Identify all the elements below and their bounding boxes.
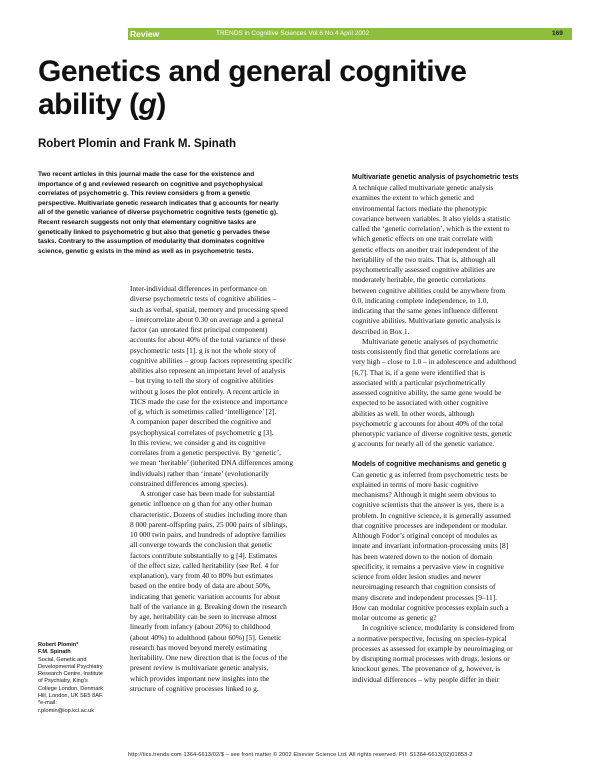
- text-line: of the effect size, called heritability (see Ref. 4 for: [130, 560, 279, 570]
- text-line: processes as assessed for example by neuroimaging or: [352, 643, 513, 653]
- text-line: research has moved beyond merely estimating: [130, 642, 267, 652]
- text-line: covariance between variables. It also yields a statistic: [352, 213, 511, 223]
- text-line: correlates from a genetic perspective. By ‘genetic’,: [130, 448, 282, 457]
- affiliation-name-2: F.M. Spinath: [38, 649, 71, 656]
- text-line: g accounts for nearly all of the genetic variance.: [352, 439, 495, 449]
- text-line: In cognitive science, modularity is considered from: [362, 623, 515, 633]
- text-line: specificity, it remains a pervasive view in cognitive: [352, 561, 504, 571]
- text-line: 10 000 twin pairs, and hundreds of adoptive families: [130, 530, 286, 539]
- abstract-line: science, genetic g exists in the mind as well as in psychometric tests.: [38, 247, 254, 255]
- affiliation-line: Social, Genetic and: [38, 656, 87, 663]
- title-g: g: [138, 88, 157, 121]
- text-line: How can modular cognitive processes explain such a: [352, 602, 509, 612]
- paragraph: [130, 489, 340, 694]
- text-line: indicating that genetic variation accounts for about: [130, 591, 281, 601]
- affiliation-line: of Psychiatry, King’s: [38, 678, 88, 685]
- footer: http://tics.trends.com 1364-6613/02/$ – see front matter © 2002 Elsevier Science Ltd. All rights reserved. PII: S1364-6613(02)01853-2: [128, 752, 473, 758]
- text-line: environmental factors mediate the phenotypic: [352, 203, 488, 213]
- text-line: problem. In cognitive science, it is generally assumed: [352, 510, 511, 520]
- abstract-line: all of the genetic variance of diverse psychometric cognitive tests (genetic g).: [38, 209, 278, 217]
- text-line: based on the entire body of data are about 50%,: [130, 581, 271, 591]
- text-line: – intercorrelate about 0.30 on average and a general: [130, 314, 284, 324]
- text-line: by disrupting normal processes with drugs, lesions or: [352, 654, 510, 663]
- abstract-line: correlates of psychometric g. This review considers g from a genetic: [38, 190, 251, 198]
- text-line: cognitive abilities – group factors representing specific: [130, 355, 293, 365]
- text-line: molar outcome as genetic g?: [352, 613, 437, 622]
- text-line: psychometric tests [1]. g is not the whole story of: [130, 345, 277, 355]
- affiliation-line: Research Centre, Institute: [38, 671, 103, 678]
- text-line: explanation), vary from 40 to 80% but estimates: [130, 571, 273, 580]
- text-line: tests consistently find that genetic correlations are: [352, 347, 500, 356]
- section-heading: Multivariate genetic analysis of psychometric tests: [352, 174, 519, 181]
- affiliation-name-1: Robert Plomin*: [38, 642, 79, 648]
- text-line: described in Box 1.: [352, 326, 410, 336]
- text-line: which provides important new insights into the: [130, 673, 270, 683]
- text-line: between cognitive abilities could be anywhere from: [352, 285, 506, 295]
- text-line: mechanisms? Although it might seem obvious to: [352, 490, 497, 499]
- text-line: very high – close to 1.0 – in adolescence and adulthood: [352, 357, 516, 367]
- title-line-1: Genetics and general cognitive: [38, 55, 467, 88]
- page-number: 169: [552, 30, 563, 37]
- article-title: [38, 55, 558, 121]
- text-line: without g loses the plot entirely. A recent article in: [130, 386, 279, 396]
- text-line: a normative perspective, focusing on species-typical: [352, 633, 507, 643]
- paragraph: [352, 623, 564, 685]
- section-heading: Models of cognitive mechanisms and genetic g: [352, 460, 507, 468]
- text-line: associated with a particular psychometrically: [352, 377, 486, 387]
- text-line: genetic effects on another trait independent of the: [352, 244, 499, 254]
- text-line: half of the variance in g. Breaking down the research: [130, 601, 287, 611]
- text-line: In this review, we consider g and its cognitive: [130, 437, 266, 447]
- text-line: abilities also represent an important level of analysis: [130, 366, 286, 375]
- text-line: psychometric g accounts for about 40% of the total: [352, 418, 504, 428]
- text-line: cognitive abilities. Multivariate genetic analysis is: [352, 316, 501, 326]
- text-line: Inter-individual differences in performance on: [130, 284, 267, 293]
- text-line: 0.0, indicating complete independence, to 1.0,: [352, 295, 489, 305]
- text-line: cognitive scientists that the answer is yes, there is a: [352, 500, 504, 510]
- text-line: science from older lesion studies and newer: [352, 572, 482, 581]
- text-line: abilities as well. In other words, although: [352, 408, 475, 418]
- text-line: structure of cognitive processes linked to g.: [130, 683, 259, 693]
- text-line: neuroimaging research that cognition consists of: [352, 582, 496, 592]
- text-line: moderately heritable, the genetic correlations: [352, 275, 486, 285]
- affiliation-address: [38, 657, 126, 715]
- affiliation-line: Hill, London, UK SE5 8AF.: [38, 693, 104, 700]
- text-line: 8 000 parent-offspring pairs, 25 000 pairs of siblings,: [130, 519, 288, 529]
- text-line: has been watered down to the notion of domain: [352, 551, 493, 561]
- text-line: by age, heritability can be seen to increase almost: [130, 612, 277, 621]
- text-line: diverse psychometric tests of cognitive abilities –: [130, 294, 277, 304]
- text-line: knockout genes. The provenance of g, however, is: [352, 664, 501, 674]
- text-line: indicating that the same genes influence different: [352, 306, 498, 315]
- text-line: innate and invariant information-processing units [8]: [352, 541, 509, 551]
- text-line: Can genetic g as inferred from psychometric tests be: [352, 469, 508, 479]
- paragraph: [352, 470, 564, 624]
- text-line: heritability. One new direction that is the focus of the: [130, 653, 288, 662]
- text-line: A stronger case has been made for substantial: [140, 489, 275, 498]
- affiliation-line: Developmental Psychiatry: [38, 663, 103, 670]
- title-prefix: ability (: [38, 88, 139, 121]
- affiliation-line: r.plomin@iop.kcl.ac.uk: [38, 707, 95, 714]
- text-line: constrained differences among species).: [130, 478, 249, 488]
- abstract-line: Recent research suggests not only that elementary cognitive tasks are: [38, 218, 257, 226]
- text-line: individual differences – why people differ in their: [352, 674, 500, 684]
- text-line: individuals) rather than ‘innate’ (evolutionarily: [130, 468, 270, 478]
- text-line: explained in terms of more basic cognitive: [352, 479, 479, 489]
- abstract-line: perspective. Multivariate genetic research indicates that g accounts for nearly: [38, 199, 279, 207]
- paragraph: [352, 183, 564, 337]
- text-line: characteristic. Dozens of studies including more than: [130, 509, 288, 519]
- title-suffix: ): [156, 88, 166, 121]
- text-line: present review is multivariate genetic analysis,: [130, 663, 269, 673]
- text-line: such as verbal, spatial, memory and processing speed: [130, 304, 288, 314]
- text-line: heritability of the two traits. That is, although all: [352, 254, 496, 264]
- text-line: [6,7]. That is, if a gene were identified that is: [352, 367, 486, 377]
- text-line: phenotypic variance of diverse cognitive tests, genetic: [352, 429, 513, 438]
- text-line: many discrete and independent processes [9–11].: [352, 592, 498, 602]
- text-line: TICS made the case for the existence and importance: [130, 396, 288, 406]
- abstract: [38, 170, 328, 256]
- text-line: of g, which is sometimes called ‘intelligence’ [2].: [130, 407, 277, 416]
- abstract-line: tasks. Contrary to the assumption of modularity that dominates cognitive: [38, 238, 265, 246]
- author-affiliation: [38, 642, 126, 715]
- text-line: Multivariate genetic analyses of psychometric: [362, 336, 499, 346]
- text-line: that cognitive processes are independent or modular.: [352, 520, 508, 530]
- authors: Robert Plomin and Frank M. Spinath: [38, 138, 237, 150]
- abstract-line: importance of g and reviewed research on cognitive and psychophysical: [38, 180, 263, 188]
- text-line: accounts for about 40% of the total variance of these: [130, 335, 286, 345]
- text-line: assessed cognitive ability, the same gene would be: [352, 388, 502, 397]
- text-line: which genetic effects on one trait correlate with: [352, 234, 493, 244]
- text-line: – but trying to tell the story of cognitive abilities: [130, 376, 274, 386]
- text-line: genetic influence on g than for any other human: [130, 499, 273, 509]
- section-label: Review: [130, 29, 160, 39]
- abstract-line: Two recent articles in this journal made the case for the existence and: [38, 171, 255, 178]
- paragraph: [130, 284, 340, 489]
- affiliation-line: College London, Denmark: [38, 685, 103, 692]
- text-line: (about 40%) to adulthood (about 60%) [5]. Genetic: [130, 632, 282, 642]
- text-line: all converge towards the conclusion that genetic: [130, 540, 273, 550]
- abstract-line: genetically linked to psychometric g but also that genetic g pervades these: [38, 228, 270, 236]
- journal-info: TRENDS in Cognitive Sciences Vol.6 No.4 April 2002: [216, 30, 370, 37]
- text-line: psychometrically assessed cognitive abilities are: [352, 265, 496, 274]
- body-column-left: [130, 284, 340, 694]
- text-line: psychophysical correlates of psychometric g [3].: [130, 427, 274, 437]
- text-line: A technique called multivariate genetic analysis: [352, 183, 494, 192]
- text-line: we mean ‘heritable’ (inherited DNA differences among: [130, 458, 294, 468]
- title-line-2: [38, 88, 558, 121]
- body-column-right: [352, 173, 564, 685]
- text-line: examines the extent to which genetic and: [352, 193, 474, 203]
- text-line: Although Fodor’s original concept of modules as: [352, 531, 498, 540]
- text-line: factor (an unrotated first principal component): [130, 325, 268, 334]
- paragraph: [352, 337, 564, 450]
- spacer: [352, 450, 564, 460]
- text-line: A companion paper described the cognitive and: [130, 417, 271, 427]
- text-line: called the ‘genetic correlation’, which is the extent to: [352, 224, 510, 233]
- text-line: factors contribute substantially to g [4]. Estimates: [130, 550, 278, 560]
- text-line: expected to be associated with other cognitive: [352, 398, 489, 408]
- text-line: linearly from infancy (about 20%) to childhood: [130, 622, 271, 632]
- affiliation-line: *e-mail:: [38, 700, 57, 707]
